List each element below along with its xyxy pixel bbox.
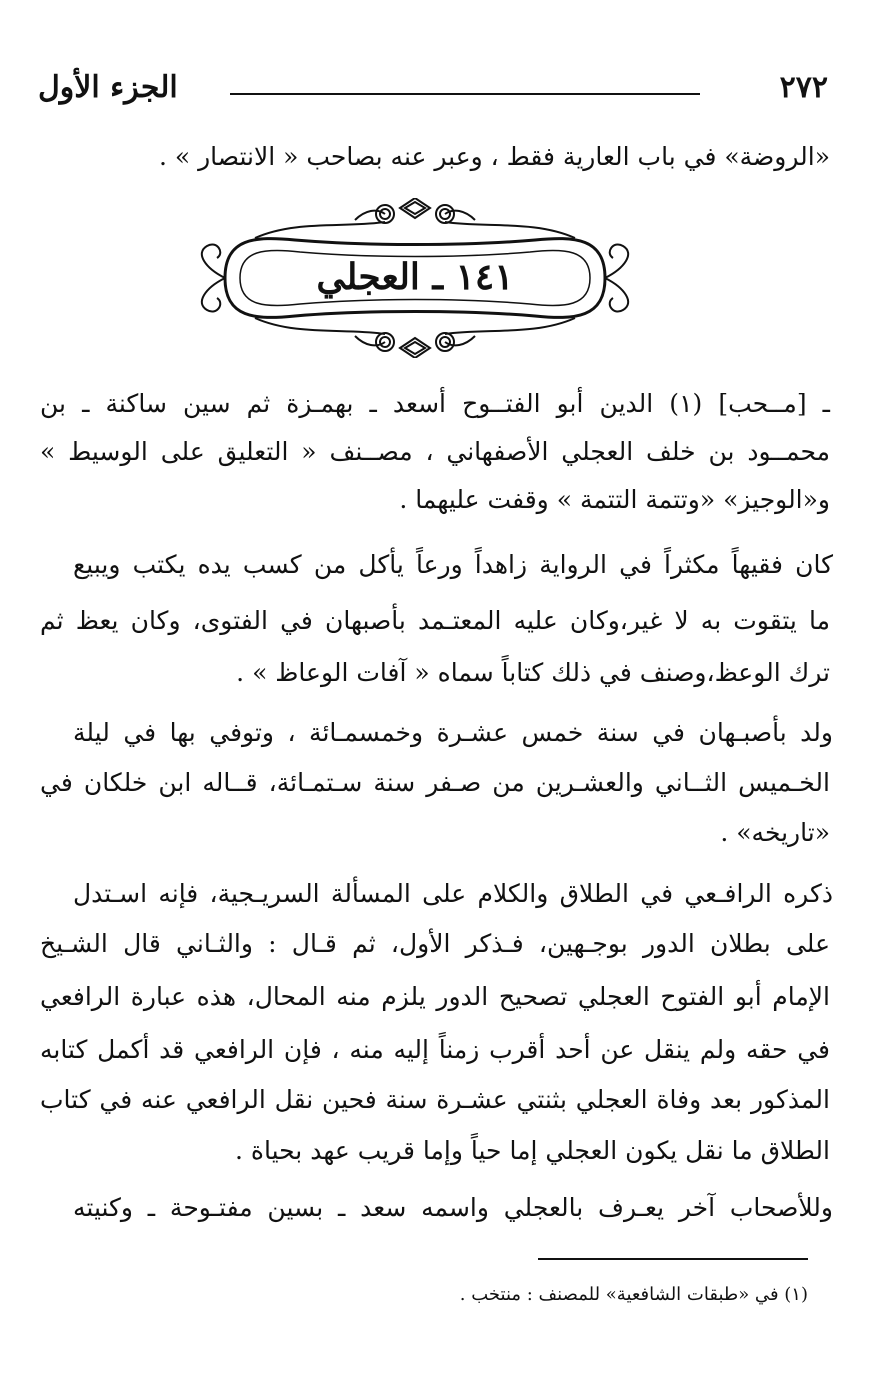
- paragraph-4-line-4: في حقه ولم ينقل عن أحد أقرب زمناً إليه منه ، فإن الرافعي قد أكمل كتابه: [40, 1035, 830, 1064]
- page-number: ٢٧٢: [779, 70, 828, 105]
- entry-heading: ١٤١ ـ العجلي: [316, 256, 514, 298]
- paragraph-4-line-6: الطلاق ما نقل يكون العجلي إما حياً وإما قريب عهد بحياة .: [235, 1136, 830, 1165]
- paragraph-4-line-2: على بطلان الدور بوجـهين، فـذكر الأول، ثم قـال : والثـاني قال الشـيخ: [40, 929, 830, 958]
- paragraph-2-line-1: كان فقيهاً مكثراً في الرواية زاهداً ورعاً يأكل من كسب يده يكتب ويبيع: [73, 550, 833, 579]
- paragraph-2-line-3: ترك الوعظ،وصنف في ذلك كتاباً سماه « آفات الوعاظ » .: [236, 658, 830, 687]
- footnote-rule: [538, 1258, 808, 1260]
- header-rule: [230, 93, 700, 95]
- paragraph-1-line-2: محمــود بن خلف العجلي الأصفهاني ، مصــنف « التعليق على الوسيط »: [40, 437, 830, 466]
- paragraph-1-line-1: ـ [مــحب] (١) الدين أبو الفتــوح أسعد ـ بهمـزة ثم سين ساكنة ـ بن: [40, 389, 830, 418]
- page-header: [38, 68, 828, 108]
- paragraph-3-line-1: ولد بأصبـهان في سنة خمس عشـرة وخمسمـائة ، وتوفي بها في ليلة: [73, 718, 833, 747]
- paragraph-3-line-3: «تاريخه» .: [720, 818, 830, 847]
- paragraph-4-line-5: المذكور بعد وفاة العجلي بثنتي عشـرة سنة فحين نقل الرافعي عنه في كتاب: [40, 1085, 830, 1114]
- running-title: الجزء الأول: [38, 70, 178, 105]
- paragraph-2-line-2: ما يتقوت به لا غير،وكان عليه المعتـمد بأصبهان في الفتوى، وكان يعظ ثم: [40, 606, 830, 635]
- paragraph-5-line-1: وللأصحاب آخر يعـرف بالعجلي واسمه سعد ـ بسين مفتـوحة ـ وكنيته: [73, 1193, 833, 1222]
- paragraph-1-line-3: و«الوجيز» «وتتمة التتمة » وقفت عليهما .: [399, 485, 830, 514]
- paragraph-4-line-1: ذكره الرافـعي في الطلاق والكلام على المسألة السريـجية، فإنه اسـتدل: [73, 879, 833, 908]
- paragraph-4-line-3: الإمام أبو الفتوح العجلي تصحيح الدور يلزم منه المحال، هذه عبارة الرافعي: [40, 982, 830, 1011]
- paragraph-3-line-2: الخـميس الثــاني والعشـرين من صـفر سنة سـتمـائة، قــاله ابن خلكان في: [40, 768, 830, 797]
- intro-line: «الروضة» في باب العارية فقط ، وعبر عنه بصاحب « الانتصار » .: [158, 142, 830, 171]
- footnote: (١) في «طبقات الشافعية» للمصنف : منتخب .: [459, 1284, 808, 1305]
